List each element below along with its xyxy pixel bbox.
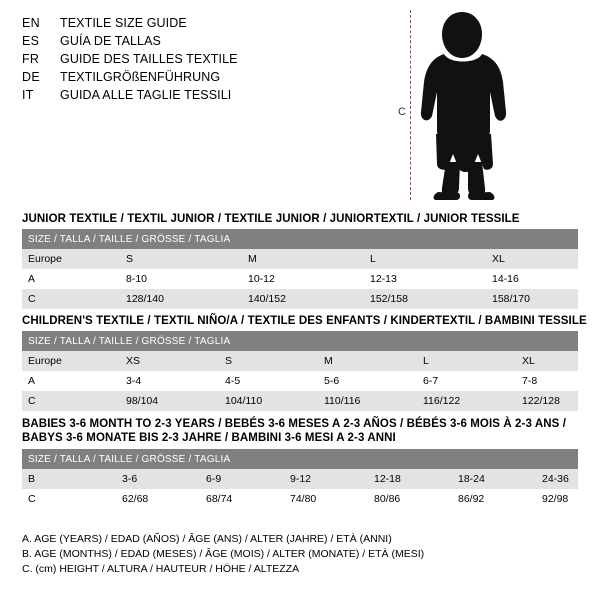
measure-label-c: C <box>398 106 406 118</box>
table-header-label: SIZE / TALLA / TAILLE / GRÖSSE / TAGLIA <box>22 331 578 351</box>
legend-list <box>22 532 578 577</box>
table-row <box>22 391 578 411</box>
section-title <box>22 417 578 445</box>
row-value: 24-36 <box>536 469 578 489</box>
language-code: DE <box>22 70 40 84</box>
row-value: 4-5 <box>219 371 318 391</box>
row-value: 5-6 <box>318 371 417 391</box>
row-value: M <box>242 249 364 269</box>
row-value: 6-7 <box>417 371 516 391</box>
row-value: 18-24 <box>452 469 536 489</box>
row-value: 3-4 <box>120 371 219 391</box>
junior-size-table <box>22 229 578 309</box>
language-row <box>22 14 422 32</box>
table-header-row <box>22 229 578 249</box>
row-value: 3-6 <box>116 469 200 489</box>
legend-item-age-years: A. AGE (YEARS) / EDAD (AÑOS) / ÂGE (ANS) / ALTER (JAHRE) / ETÀ (ANNI) <box>22 533 392 545</box>
babies-size-table <box>22 449 578 509</box>
row-value: 8-10 <box>120 269 242 289</box>
row-value: L <box>417 351 516 371</box>
row-value: 128/140 <box>120 289 242 309</box>
table-header-row <box>22 449 578 469</box>
row-value: 80/86 <box>368 489 452 509</box>
table-header-row <box>22 331 578 351</box>
legend-item-age-months: B. AGE (MONTHS) / EDAD (MESES) / ÂGE (MOIS) / ALTER (MONATE) / ETÀ (MESI) <box>22 548 425 560</box>
row-value: M <box>318 351 417 371</box>
section-title-line-1: BABIES 3-6 MONTH TO 2-3 YEARS / BEBÉS 3-6 MESES A 2-3 AÑOS / BÉBÉS 3-6 MOIS À 2-3 ANS / <box>22 418 566 430</box>
language-code: IT <box>22 88 34 102</box>
row-value: 62/68 <box>116 489 200 509</box>
row-value: 122/128 <box>516 391 578 411</box>
row-value: 7-8 <box>516 371 578 391</box>
row-value: 6-9 <box>200 469 284 489</box>
row-value: 12-13 <box>364 269 486 289</box>
row-value: 110/116 <box>318 391 417 411</box>
section-childrens-textile <box>22 315 587 411</box>
row-value: XL <box>486 249 578 269</box>
language-title: GUIDA ALLE TAGLIE TESSILI <box>60 88 232 102</box>
section-title: CHILDREN'S TEXTILE / TEXTIL NIÑO/A / TEXTILE DES ENFANTS / KINDERTEXTIL / BAMBINI TESSILE <box>22 315 587 327</box>
language-code: FR <box>22 52 40 66</box>
row-value: S <box>219 351 318 371</box>
row-label: Europe <box>22 249 120 269</box>
language-row <box>22 68 422 86</box>
language-title: GUÍA DE TALLAS <box>60 34 161 48</box>
row-value: 86/92 <box>452 489 536 509</box>
table-header-label: SIZE / TALLA / TAILLE / GRÖSSE / TAGLIA <box>22 229 578 249</box>
legend-item-height: C. (cm) HEIGHT / ALTURA / HAUTEUR / HÖHE / ALTEZZA <box>22 563 300 575</box>
section-babies-textile <box>22 417 578 509</box>
row-value: 98/104 <box>120 391 219 411</box>
children-size-table <box>22 331 578 411</box>
language-title-list <box>22 14 422 104</box>
row-label: A <box>22 371 120 391</box>
row-label: A <box>22 269 120 289</box>
row-label: C <box>22 289 120 309</box>
table-row <box>22 371 578 391</box>
toddler-silhouette-icon <box>402 8 572 203</box>
row-value: 152/158 <box>364 289 486 309</box>
table-row <box>22 249 578 269</box>
row-value: 9-12 <box>284 469 368 489</box>
row-value: L <box>364 249 486 269</box>
row-label: C <box>22 391 120 411</box>
row-value: 140/152 <box>242 289 364 309</box>
row-value: 104/110 <box>219 391 318 411</box>
row-value: 92/98 <box>536 489 578 509</box>
table-row <box>22 489 578 509</box>
row-label: C <box>22 489 116 509</box>
measurement-figure <box>398 8 572 203</box>
row-value: 12-18 <box>368 469 452 489</box>
language-title: TEXTILE SIZE GUIDE <box>60 16 187 30</box>
table-row <box>22 269 578 289</box>
row-value: S <box>120 249 242 269</box>
language-code: ES <box>22 34 40 48</box>
section-title: JUNIOR TEXTILE / TEXTIL JUNIOR / TEXTILE JUNIOR / JUNIORTEXTIL / JUNIOR TESSILE <box>22 213 520 225</box>
row-value: 14-16 <box>486 269 578 289</box>
row-label: Europe <box>22 351 120 371</box>
row-label: B <box>22 469 116 489</box>
row-value: XL <box>516 351 578 371</box>
row-value: 68/74 <box>200 489 284 509</box>
row-value: XS <box>120 351 219 371</box>
section-junior-textile <box>22 213 578 309</box>
table-row <box>22 351 578 371</box>
language-code: EN <box>22 16 40 30</box>
row-value: 74/80 <box>284 489 368 509</box>
language-row <box>22 86 422 104</box>
language-row <box>22 32 422 50</box>
table-header-label: SIZE / TALLA / TAILLE / GRÖSSE / TAGLIA <box>22 449 578 469</box>
table-row <box>22 289 578 309</box>
language-title: TEXTILGRÖßENFÜHRUNG <box>60 70 221 84</box>
row-value: 10-12 <box>242 269 364 289</box>
row-value: 116/122 <box>417 391 516 411</box>
table-row <box>22 469 578 489</box>
dashed-measure-line-icon <box>410 10 411 200</box>
row-value: 158/170 <box>486 289 578 309</box>
language-row <box>22 50 422 68</box>
section-title-line-2: BABYS 3-6 MONATE BIS 2-3 JAHRE / BAMBINI 3-6 MESI A 2-3 ANNI <box>22 432 396 444</box>
language-title: GUIDE DES TAILLES TEXTILE <box>60 52 238 66</box>
